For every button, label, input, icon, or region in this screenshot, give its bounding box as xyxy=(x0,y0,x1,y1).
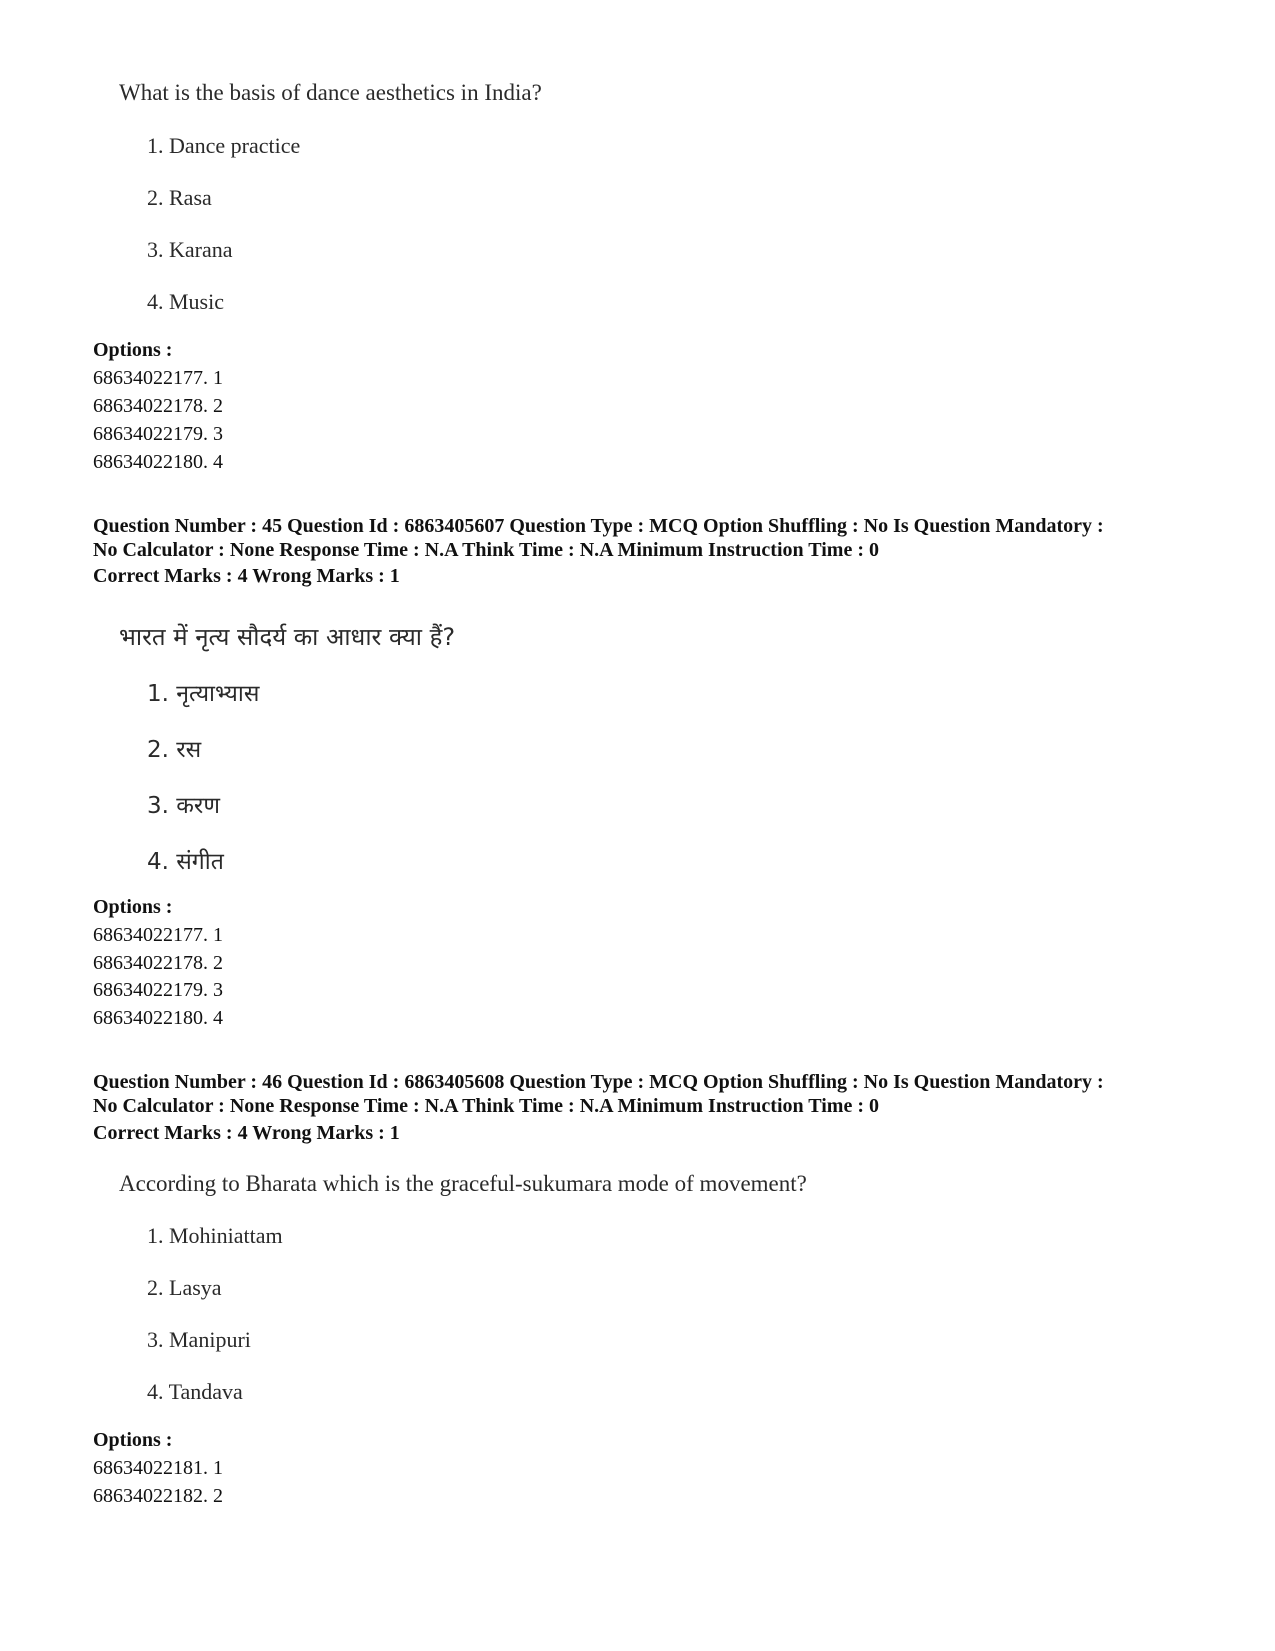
question-text: भारत में नृत्य सौदर्य का आधार क्या हैं? xyxy=(119,623,456,651)
option-id: 68634022180. 4 xyxy=(93,451,223,473)
option-id: 68634022179. 3 xyxy=(93,423,223,445)
option-id: 68634022180. 4 xyxy=(93,1007,223,1029)
marks-info: Correct Marks : 4 Wrong Marks : 1 xyxy=(93,1122,400,1144)
answer-choice: 1. नृत्याभ्यास xyxy=(147,681,260,707)
option-id: 68634022178. 2 xyxy=(93,395,223,417)
option-id: 68634022177. 1 xyxy=(93,367,223,389)
answer-choice: 4. Music xyxy=(147,289,224,314)
answer-choice: 2. Lasya xyxy=(147,1275,222,1300)
answer-choice: 3. Manipuri xyxy=(147,1327,251,1352)
option-id: 68634022179. 3 xyxy=(93,979,223,1001)
answer-choice: 3. Karana xyxy=(147,237,233,262)
question-meta-line-2: No Calculator : None Response Time : N.A Think Time : N.A Minimum Instruction Time : 0 xyxy=(93,539,879,561)
answer-choice: 4. संगीत xyxy=(147,849,224,875)
answer-choice: 4. Tandava xyxy=(147,1379,243,1404)
question-text: What is the basis of dance aesthetics in India? xyxy=(119,80,542,105)
option-id: 68634022178. 2 xyxy=(93,952,223,974)
options-label: Options : xyxy=(93,339,173,361)
question-text: According to Bharata which is the graceful-sukumara mode of movement? xyxy=(119,1171,807,1196)
question-meta-line-2: No Calculator : None Response Time : N.A Think Time : N.A Minimum Instruction Time : 0 xyxy=(93,1095,879,1117)
answer-choice: 1. Mohiniattam xyxy=(147,1223,283,1248)
question-meta xyxy=(93,514,1233,562)
answer-choice: 2. Rasa xyxy=(147,185,212,210)
question-meta xyxy=(93,1070,1233,1118)
question-meta-line-1: Question Number : 45 Question Id : 6863405607 Question Type : MCQ Option Shuffling : No Is Question Mandatory : xyxy=(93,515,1104,537)
answer-choice: 1. Dance practice xyxy=(147,133,301,158)
option-id: 68634022182. 2 xyxy=(93,1485,223,1507)
options-label: Options : xyxy=(93,1429,173,1451)
answer-choice: 3. करण xyxy=(147,793,220,819)
option-id: 68634022181. 1 xyxy=(93,1457,223,1479)
marks-info: Correct Marks : 4 Wrong Marks : 1 xyxy=(93,565,400,587)
question-meta-line-1: Question Number : 46 Question Id : 6863405608 Question Type : MCQ Option Shuffling : No Is Question Mandatory : xyxy=(93,1071,1104,1093)
answer-choice: 2. रस xyxy=(147,737,202,763)
option-id: 68634022177. 1 xyxy=(93,924,223,946)
options-label: Options : xyxy=(93,896,173,918)
